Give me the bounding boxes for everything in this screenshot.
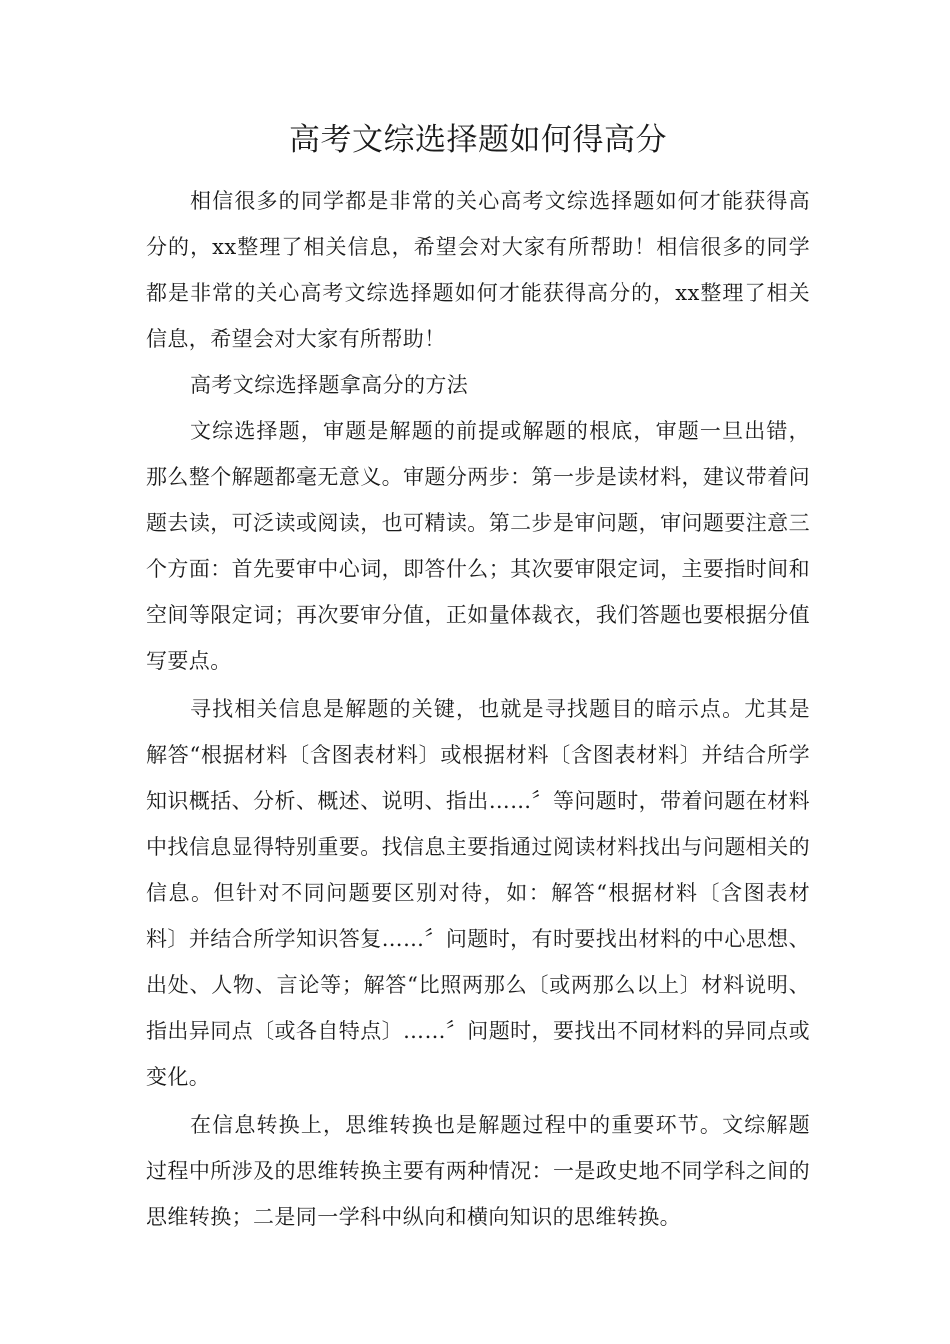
paragraph-reading-question: 文综选择题，审题是解题的前提或解题的根底，审题一旦出错，那么整个解题都毫无意义。审题分两步：第一步是读材料，建议带着问题去读，可泛读或阅读，也可精读。第二步是审问题，审问题要注意三个方面：首先要审中心词，即答什么；其次要审限定词，主要指时间和空间等限定词；再次要审分值，正如量体裁衣，我们答题也要根据分值写要点。 [146,419,810,673]
document-page [146,110,810,1240]
document-title: 高考文综选择题如何得高分 [289,122,667,158]
paragraph-section-heading: 高考文综选择题拿高分的方法 [190,373,469,397]
paragraph-finding-info: 寻找相关信息是解题的关键，也就是寻找题目的暗示点。尤其是解答“根据材料〔含图表材料〕或根据材料〔含图表材料〕并结合所学知识概括、分析、概述、说明、指出……〞等问题时，带着问题在材料中找信息显得特别重要。找信息主要指通过阅读材料找出与问题相关的信息。但针对不同问题要区别对待，如：解答“根据材料〔含图表材料〕并结合所学知识答复……〞问题时，有时要找出材料的中心思想、出处、人物、言论等；解答“比照两那么〔或两那么以上〕材料说明、指出异同点〔或各自特点〕……〞问题时，要找出不同材料的异同点或变化。 [146,697,810,1089]
paragraph-intro: 相信很多的同学都是非常的关心高考文综选择题如何才能获得高分的，xx整理了相关信息，希望会对大家有所帮助！相信很多的同学都是非常的关心高考文综选择题如何才能获得高分的，xx整理了相关信息，希望会对大家有所帮助！ [146,189,810,351]
paragraph-thinking-conversion: 在信息转换上，思维转换也是解题过程中的重要环节。文综解题过程中所涉及的思维转换主要有两种情况：一是政史地不同学科之间的思维转换；二是同一学科中纵向和横向知识的思维转换。 [146,1113,810,1229]
